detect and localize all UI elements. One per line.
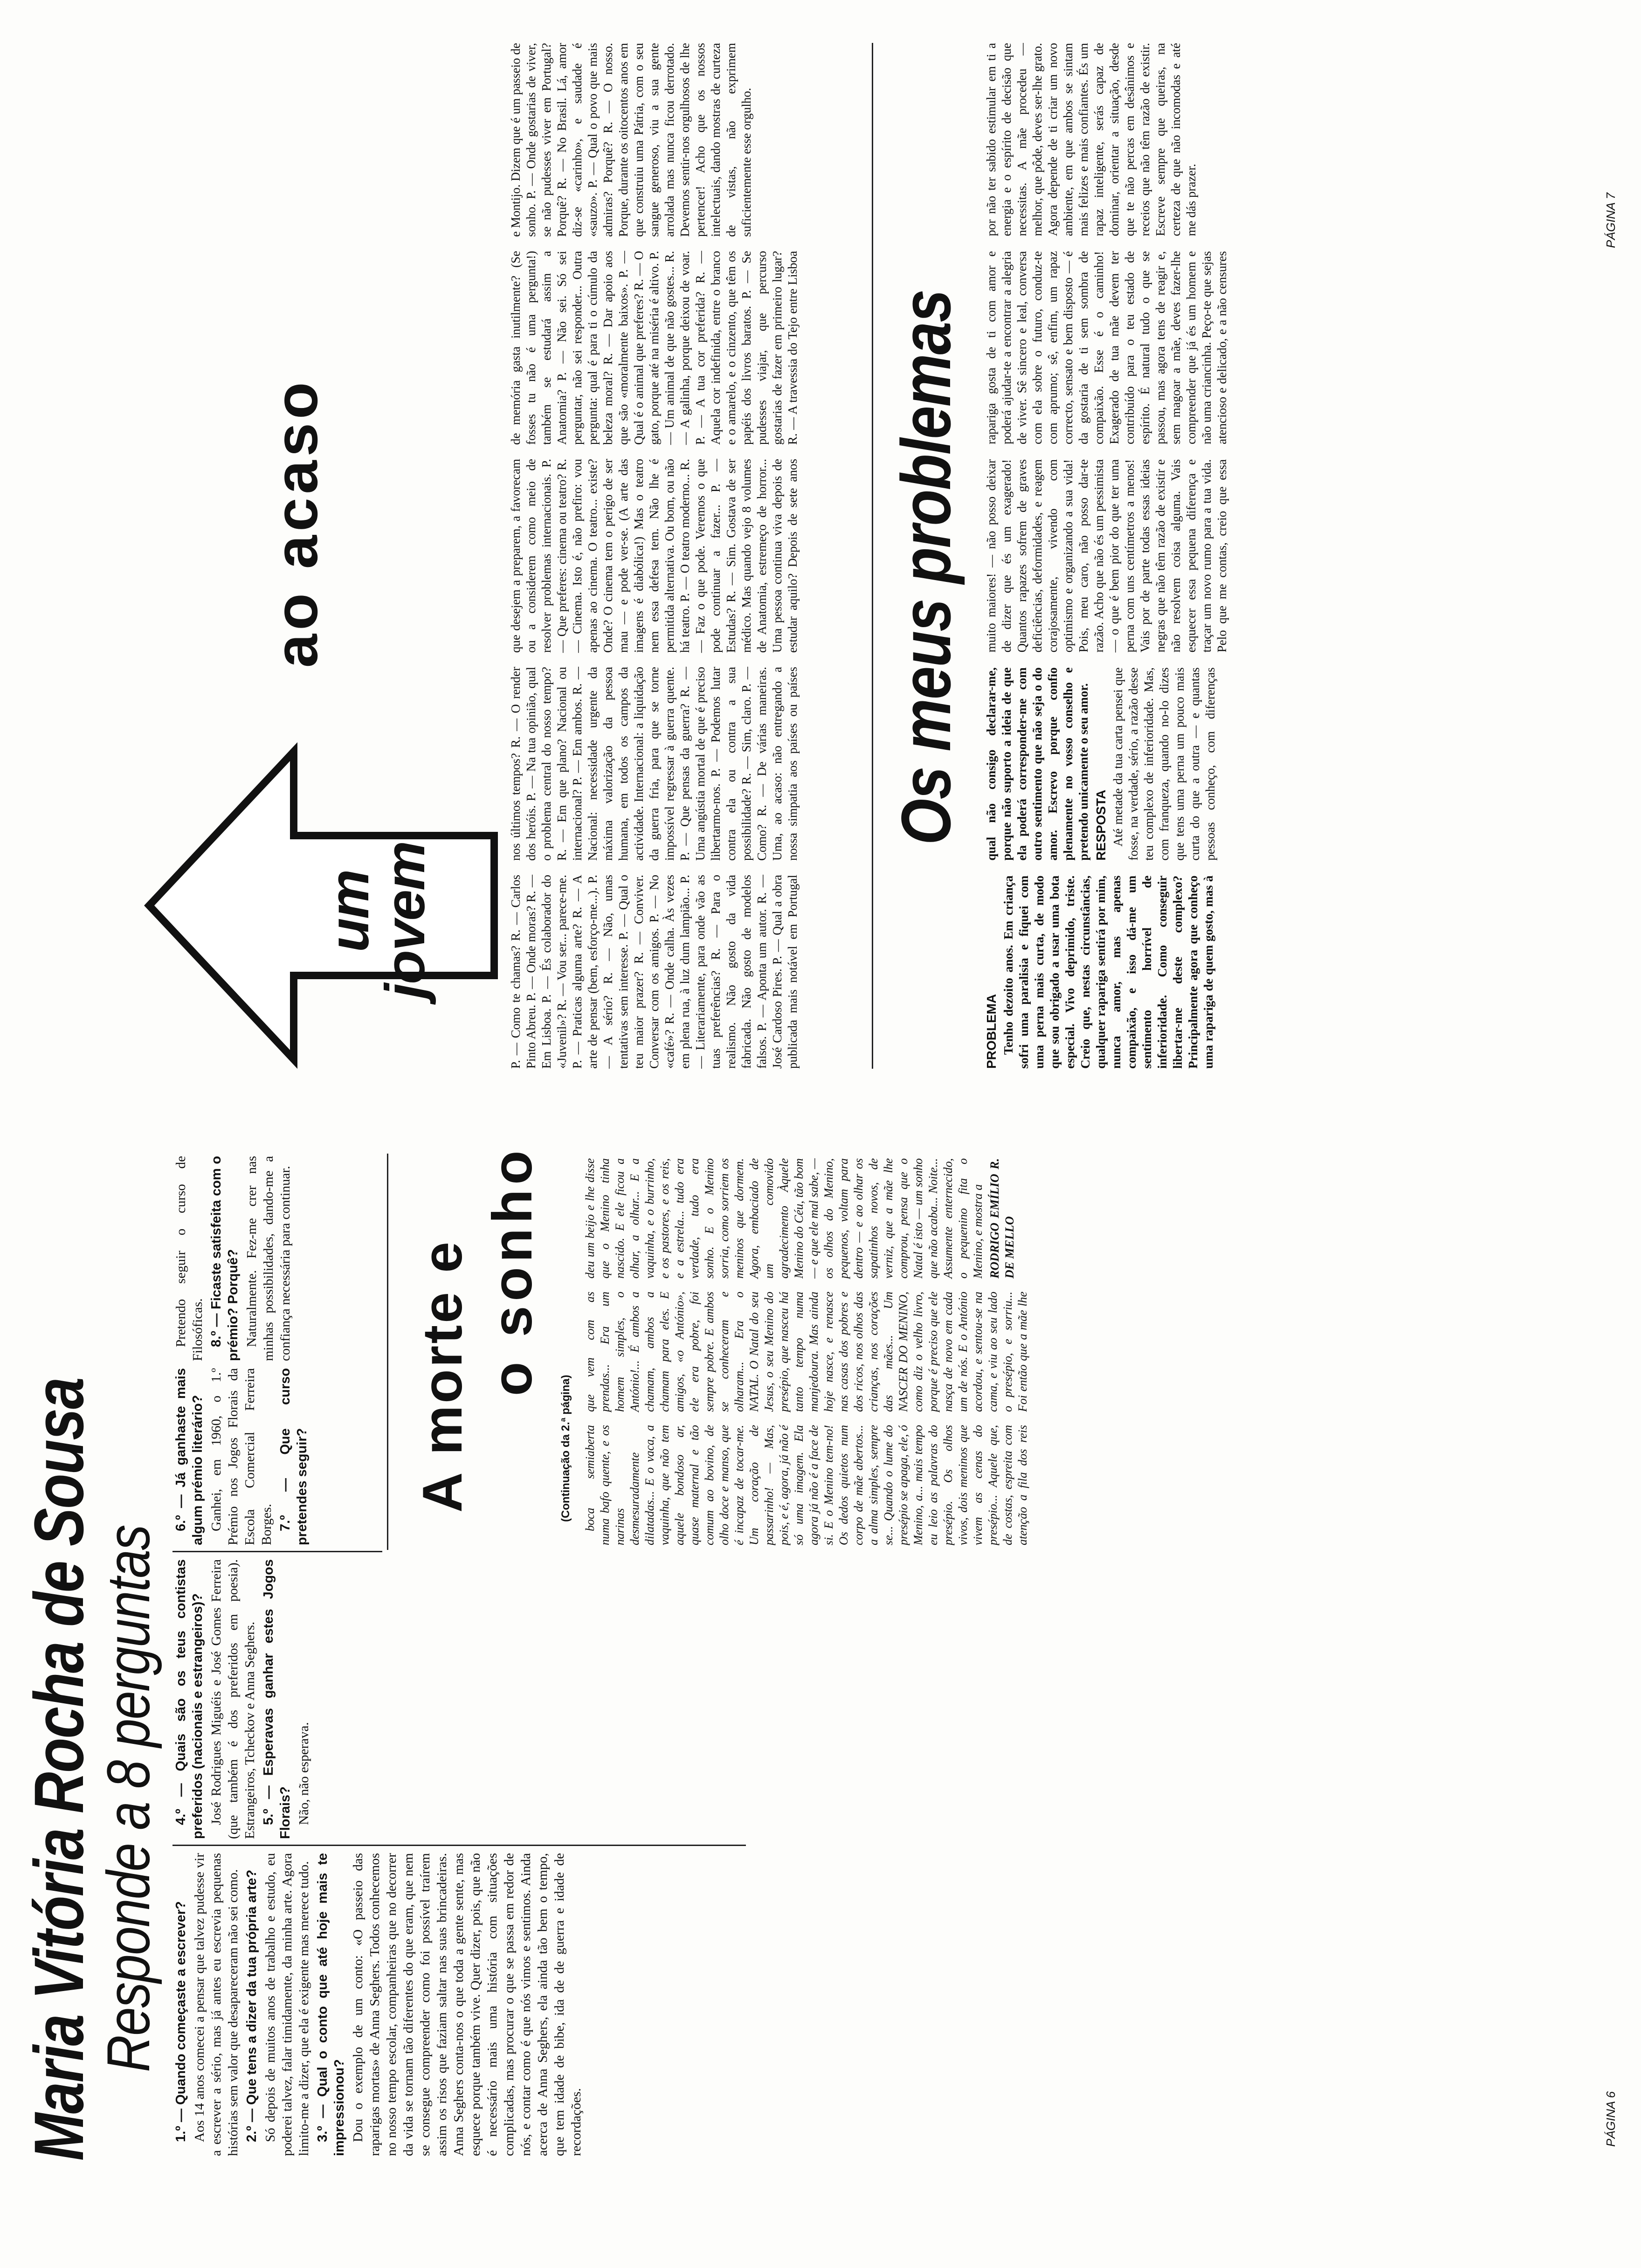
question-4: 4.º — Quais são os teus contistas preferidos (nacionais e estrangeiros)? <box>173 1559 205 1839</box>
question-1: 1.º — Quando começaste a escrever? <box>173 1901 188 2142</box>
resposta-label: RESPOSTA <box>1094 789 1108 861</box>
answer-2: Só depois de muitos anos de trabalho e estudo, eu poderei talvez, falar timidamente, da minha arte. Agora limito-me a dizer, que ela é exigente mas merece tudo. <box>263 1853 311 2156</box>
interview-column-1 <box>172 1853 746 2156</box>
answer-5: Não, não esperava. <box>296 1722 311 1825</box>
interview-column-4 <box>172 1156 382 1361</box>
story-title-line-1: A morte e <box>411 1239 474 1513</box>
question-3: 3.º — Qual o conto que até hoje mais te impressionou? <box>315 1853 347 2156</box>
answer-8: Naturalmente. Fez-me crer nas minhas possibilidades, dando-me a confiança necessária para continuar. <box>244 1156 293 1361</box>
story-signature: RODRIGO EMÍLIO R. DE MELLO <box>988 1158 1016 1279</box>
headline-maria-vitoria: Maria Vitória Rocha de Sousa <box>20 1378 98 2161</box>
problems-body <box>984 43 1580 1069</box>
question-5: 5.º — Esperavas ganhar estes Jogos Florais? <box>261 1559 293 1839</box>
interview-column-2 <box>172 1559 746 1839</box>
answer-4: José Rodrigues Miguéis e José Gomes Ferreira (que também é dos preferidos em poesia). Estrangeiros, Tcheckov e Anna Seghers. <box>209 1559 257 1839</box>
headline-ao-acaso: ao acaso <box>262 378 330 668</box>
jovem-interview <box>508 43 862 1069</box>
arrow-label-um: um <box>318 870 380 952</box>
story-title-line-2: o sonho <box>481 1146 544 1396</box>
answer-6: Ganhei, em 1960, o 1.º Prémio nos Jogos Florais da Escola Comercial Ferreira Borges. <box>209 1368 274 1545</box>
column-rule-1 <box>172 1845 746 1846</box>
answer-1: Aos 14 anos comecei a pensar que talvez pudesse vir a escrever a sério, mas já antes eu escrevia pequenas histórias sem valor que desapareceram não sei como. <box>192 1853 241 2156</box>
question-8: 8.º — Ficaste satisfeita com o prémio? Porquê? <box>209 1156 241 1361</box>
question-6: 6.º — Já ganhaste mais algum prémio literário? <box>173 1368 205 1545</box>
question-2: 2.º — Que tens a dizer da tua própria arte? <box>244 1869 259 2142</box>
page-number-left: PÁGINA 6 <box>1604 2091 1618 2147</box>
problema-label: PROBLEMA <box>984 994 999 1069</box>
page-number-right: PÁGINA 7 <box>1604 193 1618 248</box>
story-text: boca semiaberta numa bafo quente, e os narinas desmesuradamente dilatadas... E o vaca, a vaquinha, que não tem aquele bondoso ar, quase maternal e tão comum ao bovino, de olho doce e manso, que é incapaz de tocar-me. Um coração de passarinho! — Mas, pois, e é, agora, já não é só uma imagem. Ela agora já não é a face de si. E o Menino tem-no! Os dedos quietos num corpo de mãe abertos... a alma simples, sempre se... Quando o lume do presépio se apaga, ele, ó Menino, a... mais tempo eu leio as palavras do presépio. Os olhos vivos, dois meninos que vivem as cenas do presépio... Aquele que, de costas, espreita com atenção a fila dos reis que vem com as prendas... Era um homem simples, o António!... É ambos a chamam, ambos a chamam para eles. E amigos, «o António», ele era pobre, foi sempre pobre. E ambos se conheceram e olharam... Era o NATAL. O Natal do seu Jesus, o seu Menino do presépio, que nasceu há tanto tempo numa manjedoura. Mas ainda hoje nasce, e renasce nas casas dos pobres e dos ricos, nos olhos das crianças, nos corações das mães... Um NASCER DO MENINO, como diz o velho livro, porque é preciso que ele nasça de novo em cada um de nós. E o António acordou, e sentou-se na cama, e viu ao seu lado o presépio, e sorriu... Foi então que a mãe lhe deu um beijo e lhe disse que o Menino tinha nascido. E ele ficou a olhar, a olhar... E a vaquinha, e o burrinho, e os pastores, e os reis, e a estrela... tudo era verdade, tudo era sonho. E o Menino sorria, como sorriem os meninos que dormem. Agora, embaciado de um comovido agradecimento Àquele Menino do Céu, tão bom — e que ele mal sabe, — os olhos do Menino, pequenos, voltam para dentro — e ao olhar os sapatinhos novos, de verniz, que a mãe lhe comprou, pensa que o Natal é isto — um sonho que não acaba... Noite... Assumente enternecido, o pequenino fita o Menino, e mostra a <box>583 1158 1029 1545</box>
story-top-rule <box>387 1154 388 1550</box>
interview-column-3 <box>172 1368 382 1545</box>
page-left <box>0 1134 1641 2268</box>
section-rule <box>872 43 873 1069</box>
story-continuation-note: (Continuação da 2.ª página) <box>559 1375 572 1522</box>
jovem-interview-text: P. — Como te chamas? R. — Carlos Pinto Abreu. P. — Onde moras? R. — Em Lisboa. P. — És colaborador do «Juvenil»? R. — Vou ser... parece-me. P. — Praticas alguma arte? R. — A arte de pensar (bem, esforço-me...). P. — A sério? R. — Não, umas tentativas sem interesse. P. — Qual o teu maior prazer? R. — Conviver. Conversar com os amigos. P. — No «café»? R. — Onde calha. Às vezes em plena rua, à luz dum lampião... P. — Literariamente, para onde vão as tuas preferências? R. — Para o realismo. Não gosto da vida fabricada. Não gosto de modelos falsos. P. — Aponta um autor. R. — José Cardoso Pires. P. — Qual a obra publicada mais notável em Portugal nos últimos tempos? R. — O render dos heróis. P. — Na tua opinião, qual o problema central do nosso tempo? R. — Em que plano? Nacional ou internacional? P. — Em ambos. R. — Nacional: necessidade urgente da máxima valorização da pessoa humana, em todos os campos da actividade. Internacional: a liquidação da guerra fria, para que se torne impossível regressar à guerra quente. P. — Que pensas da guerra? R. — Uma angústia mortal de que é preciso libertarmo-nos. P. — Podemos lutar contra ela ou contra a sua possibilidade? R. — Sim, claro. P. — Como? R. — De várias maneiras. Uma, ao acaso: não entregando a nossa simpatia aos países ou países que desejem a preparem, a favorecam ou a considerem como meio de resolver problemas internacionais. P. — Que preferes: cinema ou teatro? R. — Cinema. Isto é, não prefiro: vou apenas ao cinema. O teatro... existe? Onde? O cinema tem o perigo de ser mau — e pode ver-se. (A arte das imagens é diabólica!) Mas o teatro nem essa defesa tem. Não lhe é permitida alternativa. Ou bom, ou não há teatro. P. — O teatro moderno... R. — Faz o que pode. Veremos o que pode continuar a fazer... P. — Estudas? R. — Sim. Gostava de ser médico. Mas quando vejo 8 volumes de Anatomia, estremeço de horror... Uma pessoa continua viva depois de estudar aquilo? Depois de sete anos de memória gasta inutilmente? (Se fosses tu não é uma pergunta!) também se estudará assim a Anatomia? P. — Não sei. Só sei perguntar, não sei responder... Outra pergunta: qual é para ti o cúmulo da beleza moral? R. — Dar apoio aos que são «moralmente baixos». P. — Qual é o animal que preferes? R. — O gato, porque até na miséria é altivo. P. — Um animal de que não gostes... R. — A galinha, porque deixou de voar. P. — A tua cor preferida? R. — Aquela cor indefinida, entre o branco e o amarelo, e o cinzento, que têm os papéis dos livros baratos. P. — Se pudesses viajar, que percurso gostarias de fazer em primeiro lugar? R. — A travessia do Tejo entre Lisboa e Montijo. Dizem que é um passeio de sonho. P. — Onde gostarias de viver, se não pudesses viver em Portugal? Porquê? R. — No Brasil. Lá, amor diz-se «carinho», e saudade é «sauzo». P. — Qual o povo que mais admiras? Porquê? R. — O nosso. Porque, durante os oitocentos anos em que construiu uma Pátria, com o seu sangue generoso, viu a sua gente arrolada mas nunca ficou derrotado. Devemos sentir-nos orgulhosos de lhe pertencer! Acho que os nossos intelectuais, dando mostras de curteza de vistas, não exprimem suficientemente esse orgulho. <box>509 43 800 1069</box>
story-body <box>583 1158 1263 1545</box>
subheadline-8-perguntas: Responde a 8 perguntas <box>94 1525 162 2072</box>
answer-3: Dou o exemplo de um conto: «O passeio das raparigas mortas» de Anna Seghers. Todos conhecemos no nosso tempo escolar, companheiras que no decorrer da vida se tornam tão diferentes do que eram, que nem se consegue compreender como foi possível traírem assim os risos que faziam saltar nas suas brincadeiras. Anna Seghers conta-nos o que toda a gente sente, mas esquece porque também vive. Quer dizer, pois, que não é necessário mais uma história com situações complicadas, mas procurar o que se passa em redor de nós, e contar como é que nós vimos e sentimos. Ainda acerca de Anna Seghers, ela ainda tão bem o tempo, que tem idade de bibe, ida de de guerra e idade de recordações. <box>351 1853 584 2156</box>
question-7: 7.º — Que curso pretendes seguir? <box>278 1368 310 1545</box>
headline-os-meus-problemas: Os meus problemas <box>887 290 965 845</box>
resposta-text: Até metade da tua carta pensei que fosse, na verdade, sério, a razão desse teu complexo de inferioridade. Mas, com franqueza, quando no-lo dizes que tens uma perna um pouco mais curta do que a outra — e quantas pessoas conheço, com diferenças muito maiores! — não posso deixar de dizer que és um exagerado! Quantos rapazes sofrem de graves deficiências, deformidades, e reagem corajosamente, vivendo com optimismo e organizando a sua vida! Pois, meu caro, não posso dar-te razão. Acho que não és um pessimista — o que é bem pior do que ter uma perna com uns centímetros a menos! Vais por de parte todas essas ideias negras que não têm razão de existir e não resolvem coisa alguma. Vais esquecer essa pequena diferença e traçar um novo rumo para a tua vida. Pelo que me contas, creio que essa rapariga gosta de ti com amor e poderá ajudar-te a encontrar a alegria de viver. Sê sincero e leal, conversa com ela sobre o futuro, conduz-te com aprumo; sê, enfim, um rapaz correcto, sensato e bem disposto — é da gostaria de ti sem sombra de compaixão. Esse é o caminho! Exagerado de tua mãe devem ter contribuído para o teu estado de espírito. É natural tudo o que se passou, mas agora tens de reagir e, sem magoar a mãe, deves fazer-lhe compreender que já és um homem e não uma criancinha. Peço-te que sejas atencioso e delicado, e a não censures por não ter sabido estimular em ti a energia e o espírito de decisão que necessitas. A mãe procedeu — melhor, que pôde, deves ser-lhe grato. Agora depende de ti criar um novo ambiente, em que ambos se sintam mais felizes e mais confiantes. És um rapaz inteligente, serás capaz de dominar, orientar a situação, desde que te não percas em desânimos e receios que não têm razão de existir. Escreve sempre que queiras, na certeza de que não incomodas e até me dás prazer. <box>984 43 1229 861</box>
problema-text: Tenho dezoito anos. Em criança sofri uma paralisia e fiquei com uma perna mais curta, de modo que sou obrigado a usar uma bota especial. Vivo deprimido, triste. Creio que, nestas circunstâncias, qualquer rapariga sentirá por mim, nunca amor, mas apenas compaixão, e isso dá-me um sentimento horrível de inferioridade. Como conseguir libertar-me deste complexo? Principalmente agora que conheço uma rapariga de quem gosto, mas à qual não consigo declarar-me, porque não suporto a ideia de que ela poderá corresponder-me com outro sentimento que não seja o do amor. Escrevo porque confio plenamente no vosso conselho e pretendo unicamente o seu amor. <box>984 667 1215 1069</box>
answer-7: Pretendo seguir o curso de Filosóficas. <box>173 1156 205 1361</box>
column-rule-2 <box>172 1551 382 1552</box>
arrow-label-jovem: jovem <box>374 842 436 999</box>
